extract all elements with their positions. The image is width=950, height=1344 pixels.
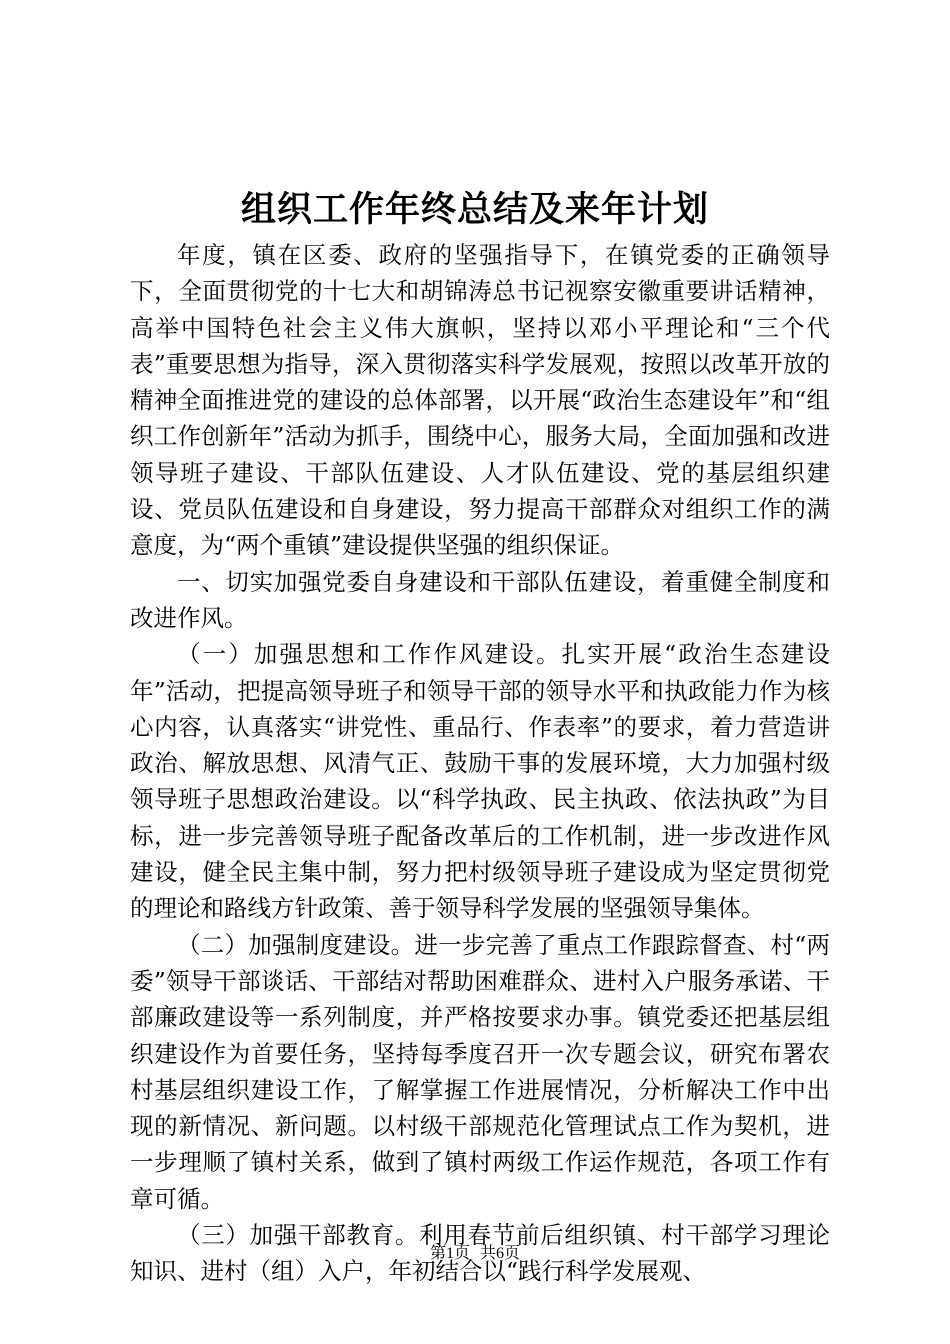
paragraph-subsection-3: （三）加强干部教育。利用春节前后组织镇、村干部学习理论知识、进村（组）入户，年初结合以“践行科学发展观、 <box>130 1221 830 1286</box>
paragraph-intro: 年度，镇在区委、政府的坚强指导下，在镇党委的正确领导下，全面贯彻党的十七大和胡锦涛总书记视察安徽重要讲话精神，高举中国特色社会主义伟大旗帜，坚持以邓小平理论和“三个代表”重要思想为指导，深入贯彻落实科学发展观，按照以改革开放的精神全面推进党的建设的总体部署，以开展“政治生态建设年”和“组织工作创新年”活动为抓手，围绕中心，服务大局，全面加强和改进领导班子建设、干部队伍建设、人才队伍建设、党的基层组织建设、党员队伍建设和自身建设，努力提高干部群众对组织工作的满意度，为“两个重镇”建设提供坚强的组织保证。 <box>130 241 830 560</box>
document-body <box>130 237 830 1290</box>
paragraph-subsection-1: （一）加强思想和工作作风建设。扎实开展“政治生态建设年”活动，把提高领导班子和领导干部的领导水平和执政能力作为核心内容，认真落实“讲党性、重品行、作表率”的要求，着力营造讲政治、解放思想、风清气正、鼓励干事的发展环境，大力加强村级领导班子思想政治建设。以“科学执政、民主执政、依法执政”为目标，进一步完善领导班子配备改革后的工作机制，进一步改进作风建设，健全民主集中制，努力把村级领导班子建设成为坚定贯彻党的理论和路线方针政策、善于领导科学发展的坚强领导集体。 <box>130 640 830 923</box>
paragraph-subsection-2: （二）加强制度建设。进一步完善了重点工作跟踪督查、村“两委”领导干部谈话、干部结对帮助困难群众、进村入户服务承诺、干部廉政建设等一系列制度，并严格按要求办事。镇党委还把基层组织建设作为首要任务，坚持每季度召开一次专题会议，研究布署农村基层组织建设工作，了解掌握工作进展情况，分析解决工作中出现的新情况、新问题。以村级干部规范化管理试点工作为契机，进一步理顺了镇村关系，做到了镇村两级工作运作规范，各项工作有章可循。 <box>130 930 830 1213</box>
document-title: 组织工作年终总结及来年计划 <box>240 189 709 230</box>
page-number-footer: 第1页 共6页 <box>429 1245 520 1262</box>
paragraph-section-1-heading: 一、切实加强党委自身建设和干部队伍建设，着重健全制度和改进作风。 <box>130 567 830 632</box>
